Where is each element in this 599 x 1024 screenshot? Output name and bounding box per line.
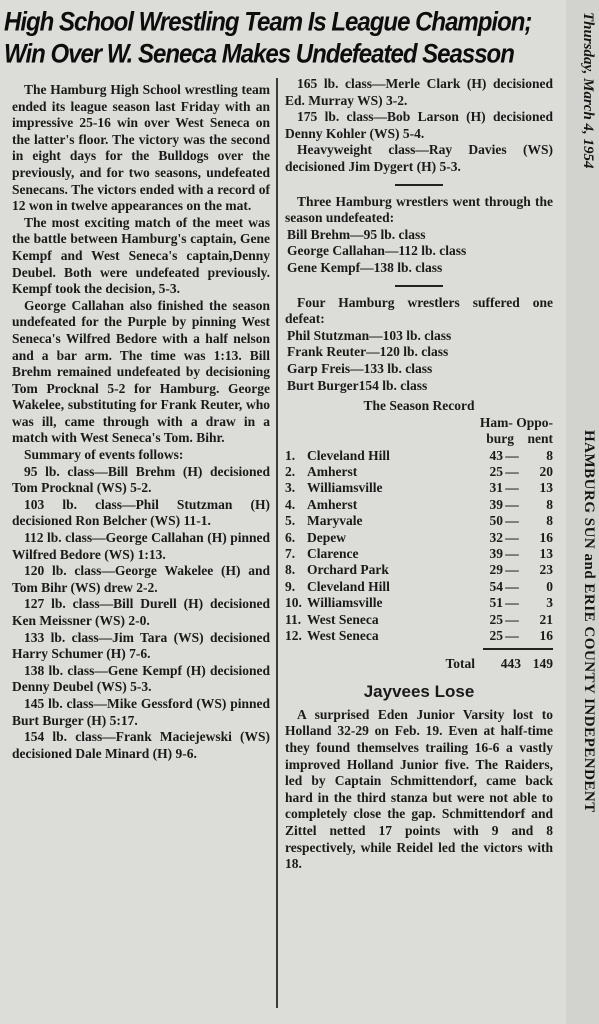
- season-total: [285, 650, 553, 672]
- table-row: [285, 480, 553, 496]
- row-dash: —: [505, 545, 519, 561]
- section-rule: [395, 285, 443, 287]
- event-result: 165 lb. class—Merle Clark (H) decisioned Ed. Murray WS) 3-2.: [285, 76, 553, 108]
- table-row: [285, 562, 553, 578]
- row-dash: —: [505, 463, 519, 479]
- header-opponent: Oppo-: [516, 414, 553, 430]
- row-dash: —: [505, 611, 519, 627]
- event-result: 145 lb. class—Mike Gessford (WS) pinned Burt Burger (H) 5:17.: [12, 695, 270, 728]
- section-rule: [395, 184, 443, 186]
- list-item: Burt Burger154 lb. class: [287, 377, 428, 393]
- publication-name: HAMBURG SUN and ERIE COUNTY INDEPENDENT: [581, 430, 597, 813]
- list-item: Gene Kempf—138 lb. class: [287, 259, 443, 275]
- row-hamburg-score: 43: [489, 447, 503, 463]
- event-result: 154 lb. class—Frank Maciejewski (WS) decisioned Dale Minard (H) 9-6.: [12, 729, 270, 761]
- row-opponent: Maryvale: [307, 513, 363, 529]
- row-dash: —: [505, 627, 519, 643]
- event-result: 120 lb. class—George Wakelee (H) and Tom Bihr (WS) drew 2-2.: [12, 563, 270, 595]
- row-hamburg-score: 32: [489, 529, 503, 545]
- row-hamburg-score: 54: [489, 578, 503, 594]
- table-row: [285, 579, 553, 595]
- row-hamburg-score: 39: [489, 545, 503, 561]
- row-dash: —: [505, 529, 519, 545]
- season-record-table: [285, 415, 553, 645]
- list-item: Bill Brehm—95 lb. class: [287, 226, 426, 242]
- row-dash: —: [505, 562, 519, 578]
- article-paragraph: The most exciting match of the meet was the battle between Hamburg's captain, Gene Kempf and West Seneca's captain,Denny Deubel. Both were undefeated previously. Kempf took the decision, 5-3.: [12, 214, 270, 297]
- total-hamburg: 443: [500, 655, 521, 671]
- row-opponent-score: 3: [546, 595, 553, 611]
- table-header-row: [285, 431, 553, 447]
- row-opponent-score: 8: [546, 496, 553, 512]
- row-dash: —: [505, 513, 519, 529]
- row-hamburg-score: 50: [489, 513, 503, 529]
- jayvees-headline: Jayvees Lose: [363, 682, 475, 702]
- list-item: Frank Reuter—120 lb. class: [287, 344, 449, 360]
- total-opponent: 149: [532, 655, 553, 671]
- table-row: [285, 497, 553, 513]
- list-item: Garp Freis—133 lb. class: [287, 360, 433, 376]
- row-opponent: West Seneca: [307, 611, 379, 627]
- dateline: Thursday, March 4, 1954: [580, 12, 596, 169]
- headline-line-2: Win Over W. Seneca Makes Undefeated Seasson: [4, 38, 514, 70]
- list-item: George Callahan—112 lb. class: [287, 243, 467, 259]
- row-opponent-score: 13: [539, 480, 553, 496]
- row-hamburg-score: 29: [489, 562, 503, 578]
- one-defeat-intro: Four Hamburg wrestlers suffered one defeat:: [285, 294, 553, 327]
- row-hamburg-score: 51: [489, 595, 503, 611]
- table-row: [285, 628, 553, 644]
- row-opponent: Williamsville: [307, 480, 383, 496]
- row-opponent: Amherst: [307, 463, 358, 479]
- undefeated-list: [285, 227, 553, 277]
- row-number: 10.: [285, 595, 302, 611]
- row-number: 4.: [285, 496, 296, 512]
- undefeated-intro: Three Hamburg wrestlers went through the season undefeated:: [285, 193, 553, 226]
- row-opponent: Orchard Park: [307, 562, 389, 578]
- row-opponent-score: 21: [539, 611, 553, 627]
- event-result: 133 lb. class—Jim Tara (WS) decisioned Harry Schumer (H) 7-6.: [12, 629, 270, 662]
- row-opponent: Cleveland Hill: [307, 447, 390, 463]
- row-dash: —: [505, 496, 519, 512]
- row-number: 11.: [285, 611, 302, 627]
- article-paragraph: George Callahan also finished the season undefeated for the Purple by pinning West Seneca's Wilfred Bedore with a half nelson and a bar arm. The time was 1:13. Bill Brehm remained undefeated by decisioning Tom Procknal 5-2 for Hamburg. George Wakelee, substituting for Frank Reuter, who was ill, came through with a draw in a match with West Seneca's Tom. Bihr.: [12, 297, 270, 446]
- row-dash: —: [505, 578, 519, 594]
- row-number: 12.: [285, 627, 302, 643]
- header-hamburg: burg: [486, 431, 514, 447]
- right-column: [285, 76, 553, 873]
- row-opponent-score: 16: [539, 529, 553, 545]
- event-result: 127 lb. class—Bill Durell (H) decisioned Ken Meissner (WS) 2-0.: [12, 596, 270, 628]
- row-hamburg-score: 31: [489, 480, 503, 496]
- total-label: Total: [445, 655, 475, 671]
- list-item: Phil Stutzman—103 lb. class: [287, 327, 452, 343]
- row-dash: —: [505, 595, 519, 611]
- row-opponent-score: 23: [539, 562, 553, 578]
- row-number: 8.: [285, 562, 296, 578]
- row-opponent-score: 0: [546, 578, 553, 594]
- one-defeat-list: [285, 328, 553, 394]
- event-result: 175 lb. class—Bob Larson (H) decisioned Denny Kohler (WS) 5-4.: [285, 109, 553, 141]
- row-hamburg-score: 39: [489, 496, 503, 512]
- summary-intro: Summary of events follows:: [24, 447, 184, 463]
- table-row: [285, 513, 553, 529]
- event-result: 138 lb. class—Gene Kempf (H) decisioned Denny Deubel (WS) 5-3.: [12, 662, 270, 695]
- total-row: [285, 650, 553, 672]
- row-number: 2.: [285, 463, 296, 479]
- article-paragraph: The Hamburg High School wrestling team ended its league season last Friday with an impressive 25-16 win over West Seneca on the latter's floor. The victory was the second in eight days for the Bulldogs over the previously, and for two seasons, undefeated Senecans. The victors ended with a record of 12 won in twelve appearances on the mat.: [12, 82, 270, 214]
- table-header-row: [285, 415, 553, 431]
- table-row: [285, 464, 553, 480]
- row-number: 1.: [285, 447, 296, 463]
- row-number: 9.: [285, 578, 296, 594]
- event-result: 103 lb. class—Phil Stutzman (H) decisioned Ron Belcher (WS) 11-1.: [12, 496, 270, 529]
- row-opponent-score: 8: [546, 513, 553, 529]
- row-hamburg-score: 25: [489, 463, 503, 479]
- event-result: 95 lb. class—Bill Brehm (H) decisioned Tom Procknal (WS) 5-2.: [12, 463, 270, 496]
- row-number: 5.: [285, 513, 296, 529]
- headline-line-1: High School Wrestling Team Is League Champion;: [4, 6, 532, 38]
- row-opponent: Depew: [307, 529, 346, 545]
- row-opponent: West Seneca: [307, 627, 379, 643]
- table-row: [285, 612, 553, 628]
- row-opponent: Amherst: [307, 496, 358, 512]
- row-hamburg-score: 25: [489, 627, 503, 643]
- header-hamburg: Ham-: [479, 414, 513, 430]
- row-hamburg-score: 25: [489, 611, 503, 627]
- table-row: [285, 546, 553, 562]
- column-divider: [276, 78, 278, 1008]
- header-opponent: nent: [527, 431, 553, 447]
- table-row: [285, 530, 553, 546]
- row-opponent-score: 16: [539, 627, 553, 643]
- row-dash: —: [505, 447, 519, 463]
- table-row: [285, 448, 553, 464]
- row-number: 3.: [285, 480, 296, 496]
- row-opponent: Clarence: [307, 545, 359, 561]
- row-opponent-score: 20: [539, 463, 553, 479]
- row-opponent: Cleveland Hill: [307, 578, 390, 594]
- row-opponent: Williamsville: [307, 595, 383, 611]
- left-column: [12, 82, 270, 762]
- row-number: 7.: [285, 545, 296, 561]
- event-result: 112 lb. class—George Callahan (H) pinned Wilfred Bedore (WS) 1:13.: [12, 530, 270, 562]
- table-row: [285, 595, 553, 611]
- row-opponent-score: 13: [539, 545, 553, 561]
- season-record-title: The Season Record: [363, 398, 475, 414]
- row-number: 6.: [285, 529, 296, 545]
- row-opponent-score: 8: [546, 447, 553, 463]
- row-dash: —: [505, 480, 519, 496]
- jayvees-paragraph: A surprised Eden Junior Varsity lost to Holland 32-29 on Feb. 19. Even at half-time they found themselves trailing 16-6 a vastly improved Holland Junior five. The Raiders, led by Captain Schmittendorf, came back hard in the third stanza but were not able to completely close the gap. Schmittendorf and Zittel netted 17 points with 9 and 8 respectively, while Reidel led the victors with 18.: [285, 706, 553, 872]
- event-result: Heavyweight class—Ray Davies (WS) decisioned Jim Dygert (H) 5-3.: [285, 142, 553, 174]
